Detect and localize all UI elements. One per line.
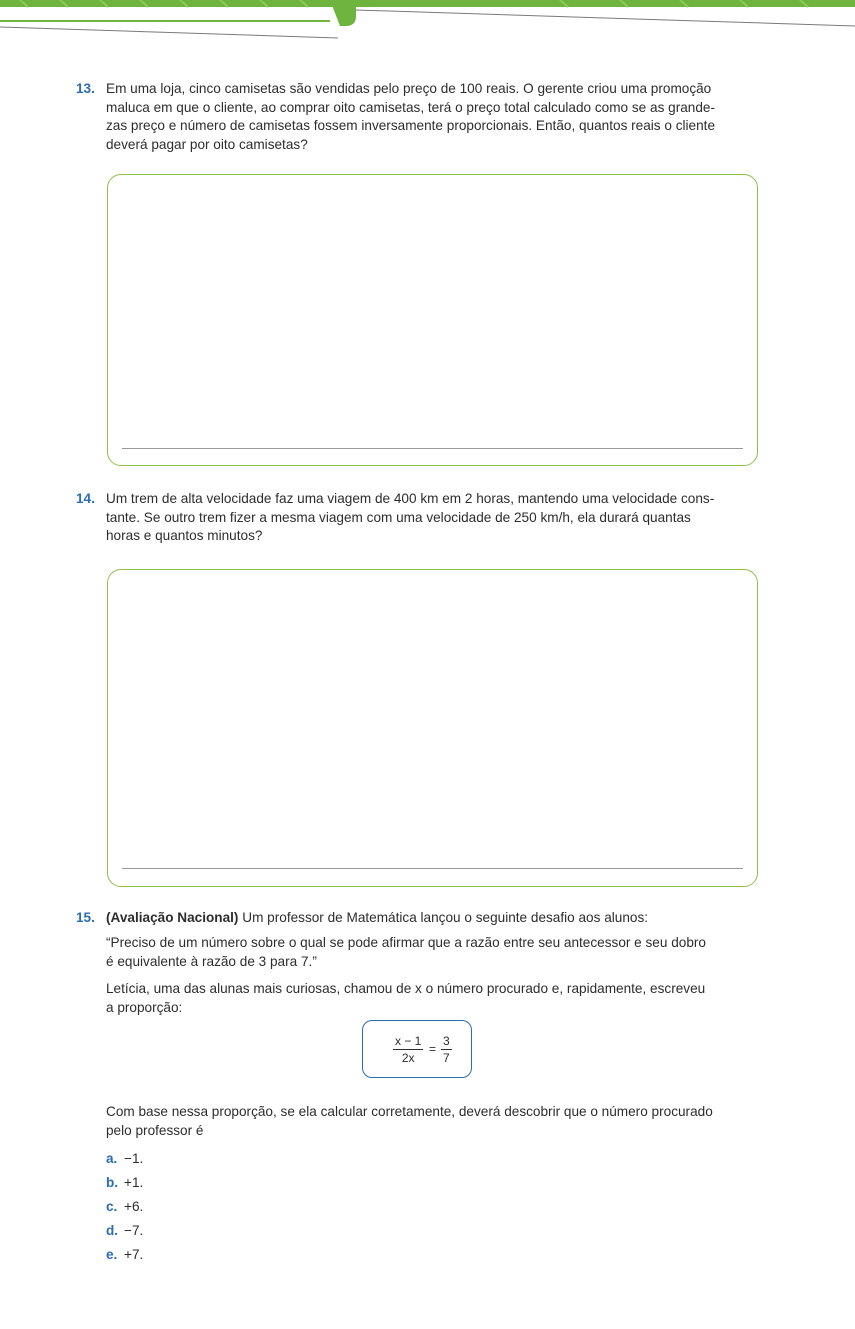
- quote-line: é equivalente à razão de 3 para 7.”: [106, 953, 317, 969]
- question-13-line: maluca em que o cliente, ao comprar oito camisetas, terá o preço total calculado como se as grande-: [106, 99, 716, 115]
- question-15-source: (Avaliação Nacional): [106, 910, 239, 925]
- answer-line: [122, 448, 743, 449]
- option-text: +6.: [124, 1199, 144, 1214]
- question-14-line: horas e quantos minutos?: [106, 528, 263, 543]
- context-line: Letícia, uma das alunas mais curiosas, chamou de x o número procurado e, rapidamente, escreveu: [106, 981, 706, 996]
- proportion-formula: [362, 1020, 472, 1078]
- header-decoration: [0, 0, 855, 44]
- question-14-line: Um trem de alta velocidade faz uma viagem de 400 km em 2 horas, mantendo uma velocidade cons-: [106, 491, 715, 506]
- question-15-context: [106, 980, 760, 1017]
- answer-line: [122, 868, 743, 869]
- option-a[interactable]: [106, 1150, 143, 1168]
- left-denominator: 2x: [401, 1051, 415, 1065]
- option-letter: b.: [106, 1175, 119, 1190]
- question-15-question: [106, 1103, 760, 1140]
- right-fraction: [441, 1034, 452, 1065]
- quote-line: “Preciso de um número sobre o qual se pode afirmar que a razão entre seu antecessor e seu dobro: [106, 935, 706, 950]
- question-13-line: deverá pagar por oito camisetas?: [106, 136, 308, 152]
- question-15-number: 15.: [76, 910, 95, 925]
- question-13-answer-box[interactable]: [107, 174, 758, 466]
- question-15-quote: [106, 934, 760, 971]
- question-14-line: tante. Se outro trem fizer a mesma viagem com uma velocidade de 250 km/h, ela durará quantas: [106, 509, 691, 525]
- question-14-text: [106, 490, 760, 546]
- question-13-number: 13.: [76, 81, 95, 96]
- question-13-text: [106, 80, 760, 154]
- option-letter: d.: [106, 1223, 119, 1238]
- option-letter: e.: [106, 1247, 118, 1262]
- option-b[interactable]: [106, 1174, 143, 1192]
- question-line: pelo professor é: [106, 1122, 204, 1138]
- option-d[interactable]: [106, 1222, 143, 1240]
- option-text: +1.: [124, 1175, 144, 1190]
- left-fraction: [393, 1034, 423, 1065]
- option-c[interactable]: [106, 1198, 143, 1216]
- question-14-answer-box[interactable]: [107, 569, 758, 887]
- option-text: −7.: [124, 1223, 144, 1238]
- left-numerator: x − 1: [395, 1034, 422, 1048]
- question-15-intro: [106, 909, 760, 928]
- question-13-line: Em uma loja, cinco camisetas são vendidas pelo preço de 100 reais. O gerente criou uma promoção: [106, 81, 712, 96]
- option-text: +7.: [124, 1247, 144, 1262]
- question-15-intro-text: Um professor de Matemática lançou o seguinte desafio aos alunos:: [242, 910, 649, 925]
- option-letter: c.: [106, 1199, 118, 1214]
- question-13-line: zas preço e número de camisetas fossem inversamente proporcionais. Então, quantos reais o cliente: [106, 118, 716, 133]
- option-e[interactable]: [106, 1246, 143, 1264]
- right-numerator: 3: [443, 1034, 450, 1048]
- context-line: a proporção:: [106, 999, 183, 1015]
- equals-sign: =: [429, 1042, 437, 1056]
- right-denominator: 7: [443, 1051, 450, 1065]
- question-14-number: 14.: [76, 491, 95, 506]
- option-letter: a.: [106, 1151, 118, 1166]
- option-text: −1.: [124, 1151, 144, 1166]
- question-line: Com base nessa proporção, se ela calcular corretamente, deverá descobrir que o número procurado: [106, 1104, 713, 1119]
